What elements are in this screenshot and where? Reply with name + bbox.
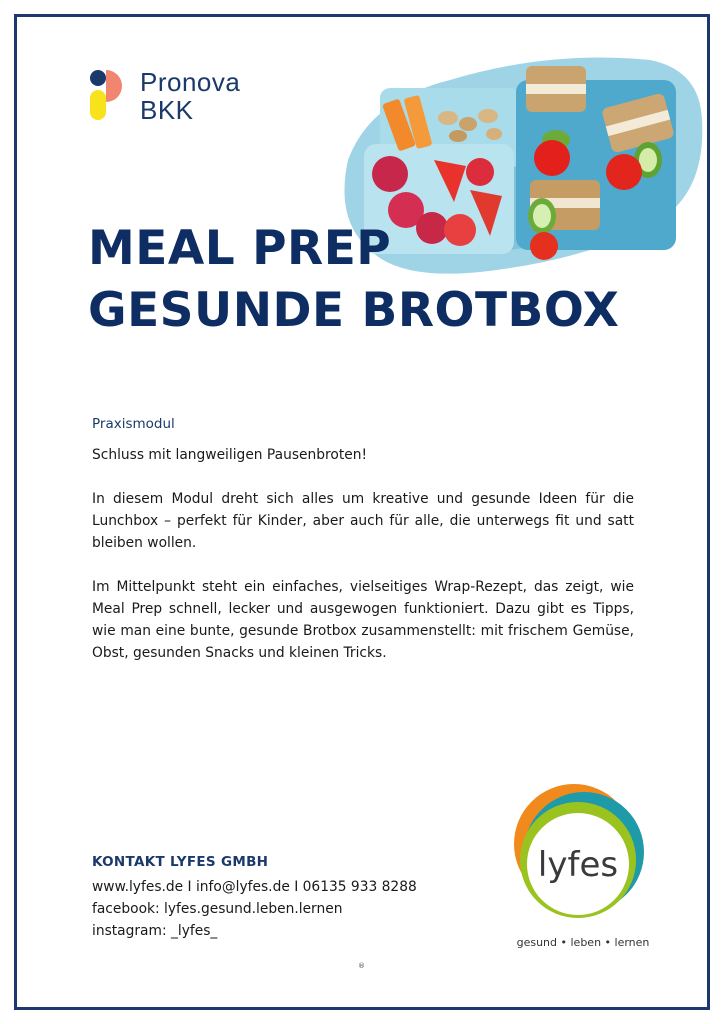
contact-web-mail-phone[interactable]: www.lyfes.de I info@lyfes.de I 06135 933 8288 [92,879,417,895]
body-text [92,444,634,686]
body-paragraph-3: Im Mittelpunkt steht ein einfaches, vielseitiges Wrap-Rezept, das zeigt, wie Meal Prep schnell, lecker und ausgewogen funktioniert. Dazu gibt es Tipps, wie man eine bunte, gesunde Brotbox zusammenstellt: mit frischem Gemüse, Obst, gesunden Snacks und kleinen Tricks. [92,579,634,661]
contact-block [92,854,472,942]
body-paragraph-1: Schluss mit langweiligen Pausenbroten! [92,447,367,463]
body-paragraph-2: In diesem Modul dreht sich alles um kreative und gesunde Ideen für die Lunchbox – perfekt für Kinder, aber auch für alle, die unterwegs fit und satt bleiben wollen. [92,491,634,551]
lyfes-tagline: gesund • leben • lernen [516,936,650,949]
title-line2: GESUNDE BROTBOX [88,283,620,338]
lyfes-logo-name: lyfes [537,845,619,885]
pronova-logo [88,68,288,128]
module-label: Praxismodul [92,416,175,432]
lyfes-logo [508,772,658,958]
pronova-logo-text [140,68,240,124]
title-line1: MEAL PREP [88,221,392,276]
lyfes-logo-icon [508,772,658,932]
brand-name-line2: BKK [140,95,194,125]
registered-mark: ® [358,962,365,970]
contact-instagram[interactable]: instagram: _lyfes_ [92,923,218,939]
contact-facebook[interactable]: facebook: lyfes.gesund.leben.lernen [92,901,343,917]
document-title [88,218,619,342]
brand-name-line1: Pronova [140,67,241,97]
contact-heading: KONTAKT LYFES GMBH [92,854,269,870]
pronova-logo-icon [88,68,128,124]
